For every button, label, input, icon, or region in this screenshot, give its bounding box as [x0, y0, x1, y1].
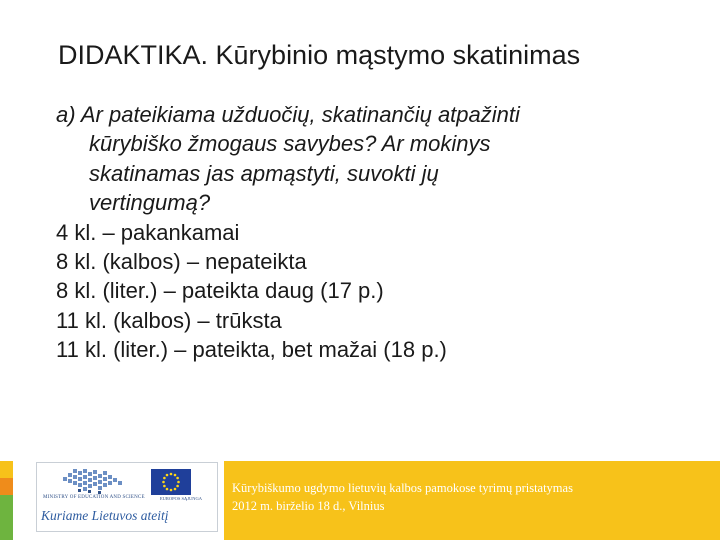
footer-event-line-1: Kūrybiškumo ugdymo lietuvių kalbos pamokose tyrimų pristatymas [232, 481, 573, 495]
question-text [56, 100, 696, 218]
footer-banner [224, 461, 720, 540]
question-line-1: a) Ar pateikiama užduočių, skatinančių atpažinti [56, 102, 520, 127]
answer-8kl-kalbos: 8 kl. (kalbos) – nepateikta [56, 249, 307, 275]
ministry-logo-icon [61, 467, 141, 495]
slide-title: DIDAKTIKA. Kūrybinio mąstymo skatinimas [58, 40, 581, 70]
yellow-stripe [0, 461, 13, 478]
question-line-4: vertingumą? [89, 190, 211, 216]
slide-body [56, 100, 696, 365]
answer-11kl-liter: 11 kl. (liter.) – pateikta, bet mažai (18 p.) [56, 337, 447, 363]
question-line-2: kūrybiško žmogaus savybes? Ar mokinys [89, 131, 491, 157]
logos-panel [36, 462, 218, 532]
question-line-3: skatinamas jas apmąstyti, suvokti jų [89, 160, 439, 186]
answer-4kl: 4 kl. – pakankamai [56, 219, 240, 245]
eu-label: EUROPOS SĄJUNGA [159, 496, 203, 501]
green-stripe [0, 495, 13, 540]
slogan-text: Kuriame Lietuvos ateitį [41, 508, 169, 523]
footer-event-text [232, 479, 573, 515]
orange-stripe [0, 478, 13, 495]
eu-flag-icon [151, 469, 191, 495]
ministry-name: MINISTRY OF EDUCATION AND SCIENCE [43, 495, 145, 500]
answer-8kl-liter: 8 kl. (liter.) – pateikta daug (17 p.) [56, 278, 384, 304]
footer-event-line-2: 2012 m. birželio 18 d., Vilnius [232, 499, 385, 513]
answer-11kl-kalbos: 11 kl. (kalbos) – trūksta [56, 307, 282, 333]
